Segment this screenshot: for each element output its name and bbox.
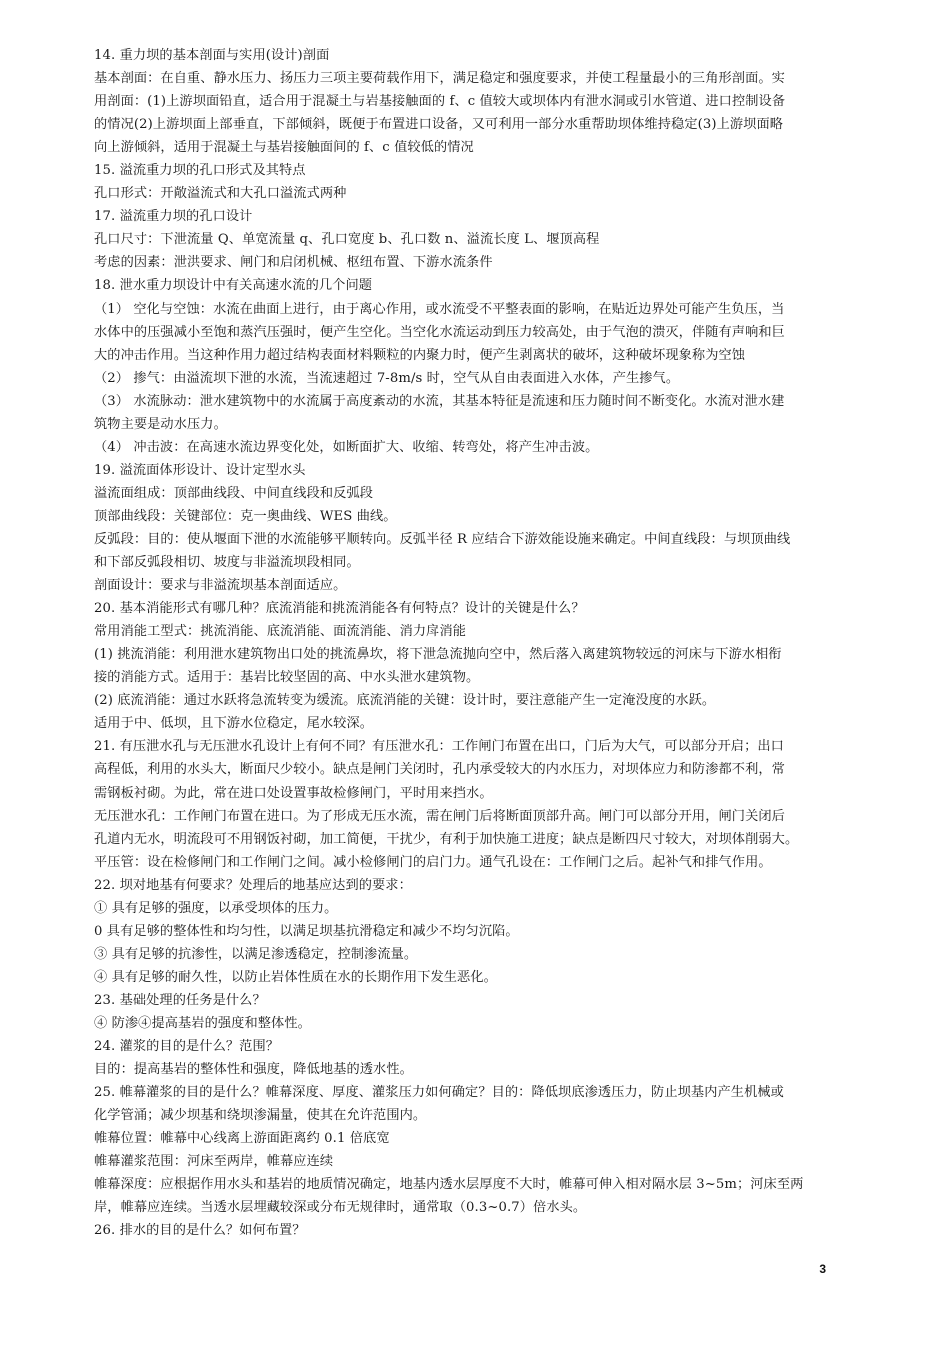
heading-14: 14. 重力坝的基本剖面与实用(设计)剖面 <box>94 48 330 63</box>
text-line: 顶部曲线段：关键部位：克一奥曲线、WES 曲线。 <box>94 508 397 524</box>
text-line: 孔道内无水，明流段可不用钢饭衬砌，加工简便，干扰少，有利于加快施工进度；缺点是断四尺寸较大，对坝体削弱大。 <box>94 831 799 847</box>
text-line: 高程低，利用的水头大，断面尺少较小。缺点是闸门关闭时，孔内承受较大的内水压力，对坝体应力和防渗都不利，常 <box>94 762 785 778</box>
text-line: 孔口尺寸：下泄流量 Q、单宽流量 q、孔口宽度 b、孔口数 n、溢流长度 L、堰顶高程 <box>94 232 600 248</box>
heading-19: 19. 溢流面体形设计、设计定型水头 <box>94 462 306 478</box>
text-line: 需钢板衬砌。为此，常在进口处设置事故检修闸门，平时用来挡水。 <box>94 785 493 801</box>
text-line: 平压管：设在检修闸门和工作闸门之间。减小检修闸门的启门力。通气孔设在：工作闸门之后。起补气和排气作用。 <box>94 854 772 870</box>
text-line: 筑物主要是动水压力。 <box>94 416 227 432</box>
text-line: 基本剖面：在自重、静水压力、扬压力三项主要荷载作用下，满足稳定和强度要求，并使工程量最小的三角形剖面。实 <box>94 71 785 87</box>
text-line: ④ 防渗④提高基岩的强度和整体性。 <box>94 1015 311 1031</box>
heading-18: 18. 泄水重力坝设计中有关高速水流的几个问题 <box>94 278 373 294</box>
text-line: 无压泄水孔：工作闸门布置在进口。为了形成无压水流，需在闸门后将断面顶部升高。闸门可以部分开用，闸门关闭后 <box>94 808 785 824</box>
text-line: 剖面设计：要求与非溢流坝基本剖面适应。 <box>94 578 347 594</box>
text-line: 和下部反弧段相切、坡度与非溢流坝段相同。 <box>94 555 360 571</box>
heading-23: 23. 基础处理的任务是什么？ <box>94 992 266 1008</box>
text-line: 常用消能工型式：挑流消能、底流消能、面流消能、消力戽消能 <box>94 624 467 640</box>
text-line: 帷幕深度：应根据作用水头和基岩的地质情况确定，地基内透水层厚度不大时，帷幕可伸入相对隔水层 3~5m；河床至两 <box>94 1177 804 1193</box>
text-line: 接的消能方式。适用于：基岩比较坚固的高、中水头泄水建筑物。 <box>94 670 480 686</box>
list-item: ③ 具有足够的抗渗性，以满足渗透稳定，控制渗流量。 <box>94 946 418 962</box>
text-line: 向上游倾斜，适用于混凝土与基岩接触面间的 f、c 值较低的情况 <box>94 140 474 156</box>
heading-15: 15. 溢流重力坝的孔口形式及其特点 <box>94 163 306 179</box>
heading-17: 17. 溢流重力坝的孔口设计 <box>94 209 253 225</box>
document-body <box>94 44 830 1242</box>
heading-21: 21. 有压泄水孔与无压泄水孔设计上有何不同？有压泄水孔：工作闸门布置在出口，门后为大气，可以部分开启；出口 <box>94 739 784 755</box>
text-line: 孔口形式：开敞溢流式和大孔口溢流式两种 <box>94 186 347 202</box>
heading-20: 20. 基本消能形式有哪几种？底流消能和挑流消能各有何特点？设计的关键是什么？ <box>94 601 585 617</box>
text-line: 帷幕灌浆范围：河床至两岸，帷幕应连续 <box>94 1154 334 1170</box>
heading-24: 24. 灌浆的目的是什么？范围？ <box>94 1039 280 1055</box>
heading-25: 25. 帷幕灌浆的目的是什么？帷幕深度、厚度、灌浆压力如何确定？目的：降低坝底渗透压力，防止坝基内产生机械或 <box>94 1085 784 1101</box>
text-line: 岸，帷幕应连续。当透水层埋藏较深或分布无规律时，通常取（0.3~0.7）倍水头。 <box>94 1200 587 1216</box>
text-line: 溢流面组成：顶部曲线段、中间直线段和反弧段 <box>94 485 374 501</box>
heading-22: 22. 坝对地基有何要求？处理后的地基应达到的要求： <box>94 877 412 893</box>
text-line: （3） 水流脉动：泄水建筑物中的水流属于高度紊动的水流，其基本特征是流速和压力随时间不断变化。水流对泄水建 <box>94 393 785 409</box>
text-line: 考虑的因素：泄洪要求、闸门和启闭机械、枢纽布置、下游水流条件 <box>94 255 493 271</box>
text-line: 目的：提高基岩的整体性和强度，降低地基的透水性。 <box>94 1062 413 1078</box>
text-line: 用剖面：(1)上游坝面铅直，适合用于混凝土与岩基接触面的 f、c 值较大或坝体内有泄水洞或引水管道、进口控制设备 <box>94 94 786 110</box>
list-item: ① 具有足够的强度，以承受坝体的压力。 <box>94 900 338 916</box>
text-line: 大的冲击作用。当这种作用力超过结构表面材料颗粒的内聚力时，便产生剥离状的破坏，这种破坏现象称为空蚀 <box>94 347 746 363</box>
text-line: （1） 空化与空蚀：水流在曲面上进行，由于离心作用，或水流受不平整表面的影响，在贴近边界处可能产生负压，当 <box>94 301 785 317</box>
heading-26: 26. 排水的目的是什么？如何布置？ <box>94 1223 306 1239</box>
text-line: （4） 冲击波：在高速水流边界变化处，如断面扩大、收缩、转弯处，将产生冲击波。 <box>94 439 599 455</box>
text-line: 适用于中、低坝，且下游水位稳定，尾水较深。 <box>94 716 374 732</box>
text-line: 帷幕位置：帷幕中心线离上游面距离约 0.1 倍底宽 <box>94 1131 390 1147</box>
text-line: （2） 掺气：由溢流坝下泄的水流，当流速超过 7-8m/s 时，空气从自由表面进入水体，产生掺气。 <box>94 370 680 386</box>
page-number: 3 <box>819 1262 826 1276</box>
text-line: (2) 底流消能：通过水跃将急流转变为缓流。底流消能的关键：设计时，要注意能产生一定淹没度的水跃。 <box>94 693 716 709</box>
text-line: 水体中的压强减小至饱和蒸汽压强时，便产生空化。当空化水流运动到压力较高处，由于气泡的溃灭，伴随有声响和巨 <box>94 324 785 340</box>
text-line: (1) 挑流消能：利用泄水建筑物出口处的挑流鼻坎，将下泄急流抛向空中，然后落入离建筑物较远的河床与下游水相衔 <box>94 647 782 663</box>
text-line: 的情况(2)上游坝面上部垂直，下部倾斜，既便于布置进口设备，又可利用一部分水重帮助坝体维持稳定(3)上游坝面略 <box>94 117 784 133</box>
text-line: 反弧段：目的：使从堰面下泄的水流能够平顺转向。反弧半径 R 应结合下游效能设施来确定。中间直线段：与坝顶曲线 <box>94 531 791 547</box>
text-line: 化学管涌；减少坝基和绕坝渗漏量，使其在允许范围内。 <box>94 1108 427 1124</box>
list-item: 0 具有足够的整体性和均匀性，以满足坝基抗滑稳定和减少不均匀沉陷。 <box>94 923 519 939</box>
list-item: ④ 具有足够的耐久性，以防止岩体性质在水的长期作用下发生恶化。 <box>94 969 497 985</box>
